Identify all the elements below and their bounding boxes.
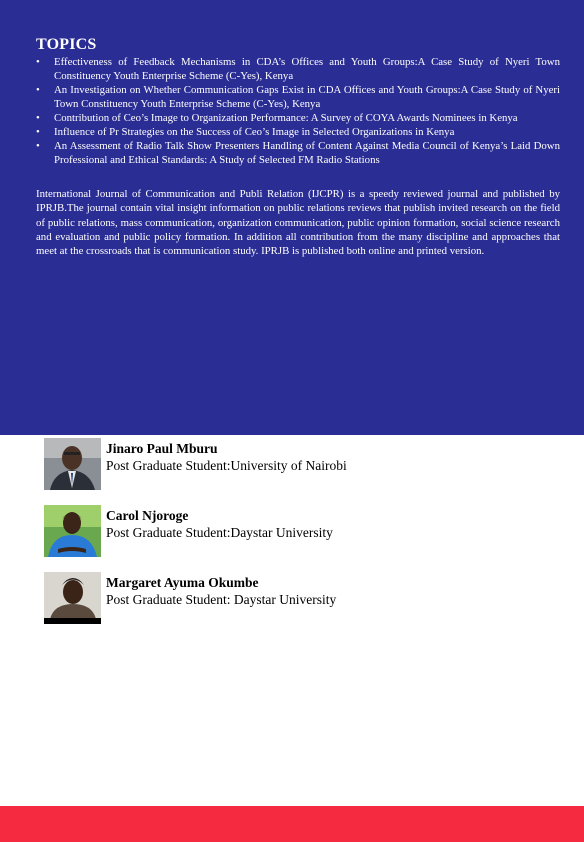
- topic-item: • Contribution of Ceo’s Image to Organization Performance: A Survey of COYA Awards Nominees in Kenya: [36, 111, 560, 125]
- author-affiliation: Post Graduate Student:Daystar University: [106, 525, 333, 540]
- author-name: Margaret Ayuma Okumbe: [106, 575, 259, 590]
- topic-item: • An Assessment of Radio Talk Show Presenters Handling of Content Against Media Council of Kenya’s Laid Down Professional and Ethical Standards: A Study of Selected FM Radio Stations: [36, 139, 560, 167]
- authors-list: [44, 438, 544, 639]
- journal-description: International Journal of Communication and Publi Relation (IJCPR) is a speedy reviewed journal and published by IPRJB.The journal contain vital insight information on public relations reviews that publish invited research on the field of public relations, mass communication, organization communication, public opinion formation, social science research and evaluation and public policy formation. In addition all contribution from the many discipline and approaches that meet at the crossroads that is communication study. IPRJB is published both online and printed version.: [36, 188, 560, 258]
- topic-item: • Effectiveness of Feedback Mechanisms in CDA’s Offices and Youth Groups:A Case Study of Nyeri Town Constituency Youth Enterprise Scheme (C-Yes), Kenya: [36, 55, 560, 83]
- author-card: [44, 505, 544, 557]
- author-photo: [44, 438, 101, 490]
- author-photo: [44, 572, 101, 624]
- author-card: [44, 438, 544, 490]
- author-name: Carol Njoroge: [106, 508, 189, 523]
- author-photo: [44, 505, 101, 557]
- author-card: [44, 572, 544, 624]
- author-text: [106, 440, 347, 474]
- author-name: Jinaro Paul Mburu: [106, 441, 218, 456]
- topic-item: • An Investigation on Whether Communication Gaps Exist in CDA Offices and Youth Groups:A Case Study of Nyeri Town Constituency Youth Enterprise Scheme (C-Yes), Kenya: [36, 83, 560, 111]
- footer-bar: [0, 806, 584, 842]
- author-affiliation: Post Graduate Student: Daystar University: [106, 592, 337, 607]
- author-affiliation: Post Graduate Student:University of Nairobi: [106, 458, 347, 473]
- topic-item: • Influence of Pr Strategies on the Success of Ceo’s Image in Selected Organizations in Kenya: [36, 125, 560, 139]
- author-text: [106, 574, 336, 608]
- topics-heading: TOPICS: [36, 36, 97, 53]
- author-text: [106, 507, 333, 541]
- topics-list: [36, 55, 560, 167]
